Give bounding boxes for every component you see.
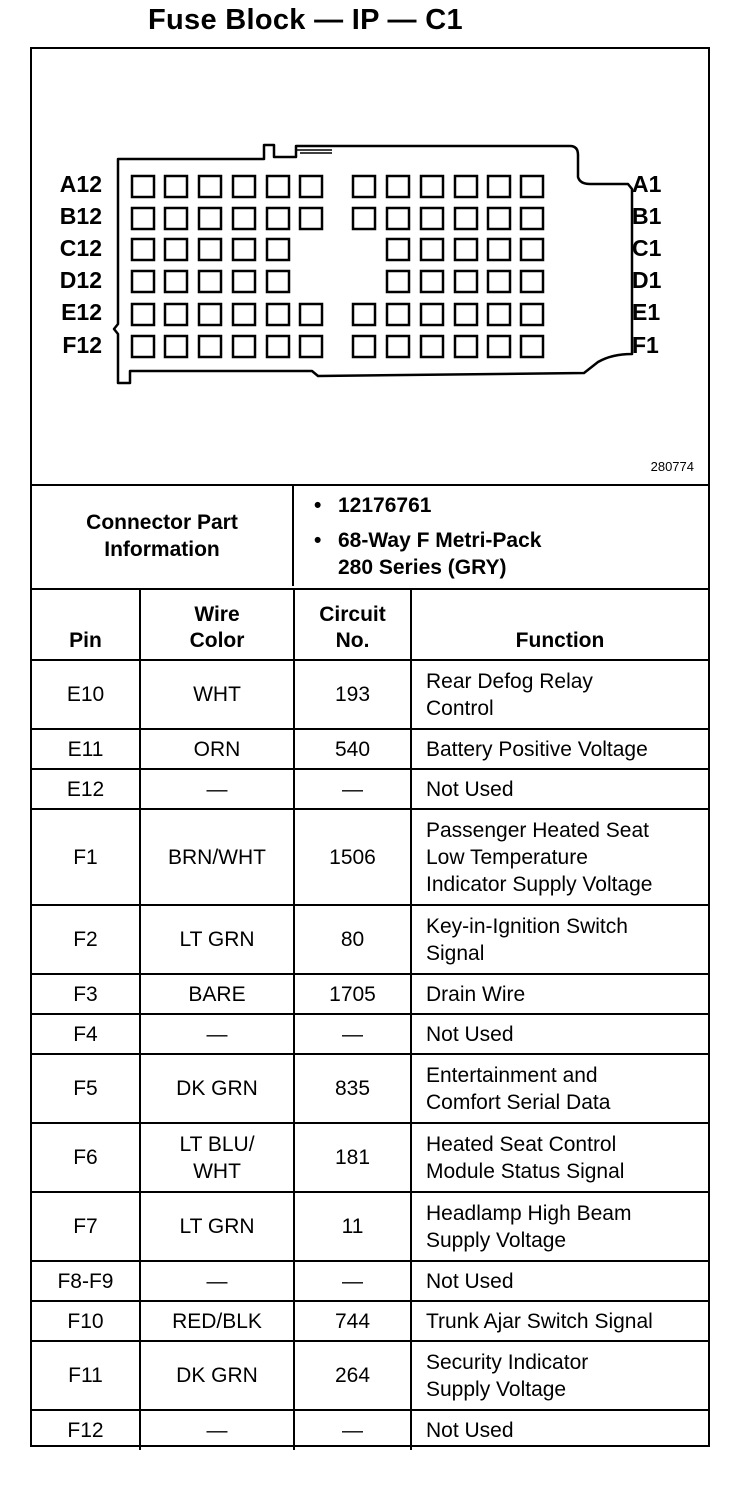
table-row	[32, 1014, 708, 1054]
pin-cavity	[455, 176, 477, 197]
pin-cavity	[267, 336, 289, 357]
wire-color-cell: WHT	[140, 660, 294, 729]
pin-cavity	[199, 176, 221, 197]
connector-description-item-continued	[338, 554, 506, 581]
pin-cavity	[132, 239, 154, 260]
pin-cavity	[353, 176, 375, 197]
pin-cavity	[132, 304, 154, 325]
circuit-number-cell: —	[294, 1014, 411, 1054]
connector-info-label-line2: Information	[104, 538, 220, 561]
pin-cavity	[300, 176, 322, 197]
pin-cell: F10	[32, 1301, 140, 1341]
row-label-right: F1	[632, 332, 659, 358]
function-cell: Headlamp High Beam Supply Voltage	[411, 1192, 708, 1261]
connector-description-item	[314, 527, 542, 554]
function-cell: Battery Positive Voltage	[411, 729, 708, 769]
wire-color-cell: LT BLU/ WHT	[140, 1123, 294, 1192]
circuit-number-cell: —	[294, 1410, 411, 1450]
function-cell: Key-in-Ignition Switch Signal	[411, 905, 708, 974]
connector-description-line2: 280 Series (GRY)	[338, 556, 507, 579]
table-row	[32, 1261, 708, 1301]
pin-cell: F5	[32, 1054, 140, 1123]
circuit-number-cell: 744	[294, 1301, 411, 1341]
wire-color-cell: LT GRN	[140, 905, 294, 974]
pin-cavity	[267, 208, 289, 229]
pin-cavity	[300, 336, 322, 357]
circuit-number-cell: —	[294, 1261, 411, 1301]
pin-cavity	[387, 271, 409, 292]
pin-cavity	[199, 271, 221, 292]
pin-cavity	[267, 271, 289, 292]
pin-cavity	[488, 304, 510, 325]
pin-cell: F1	[32, 809, 140, 905]
row-label-right: E1	[632, 299, 661, 325]
circuit-number-cell: 1506	[294, 809, 411, 905]
pin-cavity	[421, 271, 443, 292]
pin-cavity	[132, 336, 154, 357]
pin-cavity	[199, 208, 221, 229]
pin-cavity	[488, 336, 510, 357]
pin-cavity	[421, 239, 443, 260]
pin-cavity	[165, 208, 187, 229]
function-cell: Security Indicator Supply Voltage	[411, 1341, 708, 1410]
pin-cavity	[267, 239, 289, 260]
pin-cavity	[300, 304, 322, 325]
function-cell: Not Used	[411, 1014, 708, 1054]
pin-cavity	[421, 208, 443, 229]
pin-cavity	[199, 304, 221, 325]
connector-info-label-line1: Connector Part	[86, 511, 238, 534]
wire-color-cell: ORN	[140, 729, 294, 769]
pin-cavity	[387, 176, 409, 197]
pin-cavity	[455, 208, 477, 229]
row-label-right: A1	[632, 171, 662, 197]
circuit-number-cell: 80	[294, 905, 411, 974]
pin-cell: F11	[32, 1341, 140, 1410]
circuit-number-cell: 1705	[294, 974, 411, 1014]
pin-cavity	[165, 304, 187, 325]
row-label-right: B1	[632, 203, 662, 229]
wire-color-cell: —	[140, 1261, 294, 1301]
pin-cavity	[199, 239, 221, 260]
function-cell: Passenger Heated Seat Low Temperature Indicator Supply Voltage	[411, 809, 708, 905]
wire-color-cell: DK GRN	[140, 1054, 294, 1123]
function-cell: Trunk Ajar Switch Signal	[411, 1301, 708, 1341]
row-label-left: F12	[62, 332, 102, 358]
bullet-icon: •	[314, 529, 322, 552]
pin-cell: F8-F9	[32, 1261, 140, 1301]
page-title: Fuse Block — IP — C1	[148, 4, 463, 36]
pin-cell: E11	[32, 729, 140, 769]
connector-part-information	[32, 486, 708, 590]
pin-cavity	[521, 176, 543, 197]
pin-cell: F4	[32, 1014, 140, 1054]
pin-cavity	[300, 208, 322, 229]
pin-cavity	[353, 208, 375, 229]
wire-color-cell: —	[140, 1014, 294, 1054]
row-label-right: D1	[632, 267, 662, 293]
table-row	[32, 660, 708, 729]
pin-cell: F3	[32, 974, 140, 1014]
wire-color-cell: RED/BLK	[140, 1301, 294, 1341]
pin-cavity	[132, 176, 154, 197]
table-row	[32, 769, 708, 809]
function-cell: Not Used	[411, 1261, 708, 1301]
wire-color-cell: LT GRN	[140, 1192, 294, 1261]
wire-color-cell: DK GRN	[140, 1341, 294, 1410]
connector-info-label	[32, 486, 294, 586]
pin-cavity	[132, 208, 154, 229]
pin-cavity	[165, 239, 187, 260]
pin-cavity	[421, 304, 443, 325]
function-cell: Not Used	[411, 769, 708, 809]
pin-cavity	[387, 208, 409, 229]
pin-cavity	[455, 304, 477, 325]
circuit-number-cell: 835	[294, 1054, 411, 1123]
connector-outline-drawing	[32, 49, 708, 484]
pin-cavity	[233, 208, 255, 229]
table-row	[32, 1301, 708, 1341]
pin-cavity	[488, 239, 510, 260]
pin-cavity	[233, 271, 255, 292]
pin-cell: E10	[32, 660, 140, 729]
function-cell: Drain Wire	[411, 974, 708, 1014]
table-row	[32, 974, 708, 1014]
table-row	[32, 1054, 708, 1123]
circuit-number-cell: 540	[294, 729, 411, 769]
pin-cavity	[165, 336, 187, 357]
pin-cavity	[353, 336, 375, 357]
pin-cavity	[132, 271, 154, 292]
circuit-number-cell: 264	[294, 1341, 411, 1410]
pin-cell: F6	[32, 1123, 140, 1192]
wire-color-cell: BRN/WHT	[140, 809, 294, 905]
pin-cell: F12	[32, 1410, 140, 1450]
pin-cavity	[521, 304, 543, 325]
figure-number: 280774	[650, 459, 694, 474]
pin-cavity	[267, 304, 289, 325]
pin-cavity	[165, 176, 187, 197]
pin-cavity	[353, 304, 375, 325]
connector-description-line1: 68-Way F Metri-Pack	[338, 529, 542, 552]
pin-cavity	[387, 239, 409, 260]
circuit-number-cell: 193	[294, 660, 411, 729]
row-label-left: C12	[59, 235, 102, 261]
table-header-row	[32, 590, 708, 660]
pin-cavity	[455, 239, 477, 260]
function-cell: Not Used	[411, 1410, 708, 1450]
pin-cavity	[455, 336, 477, 357]
table-row	[32, 729, 708, 769]
row-label-left: B12	[59, 203, 102, 229]
pin-cavity	[521, 239, 543, 260]
wire-color-cell: BARE	[140, 974, 294, 1014]
pin-cavity	[267, 176, 289, 197]
wire-color-cell: —	[140, 769, 294, 809]
circuit-number-cell: —	[294, 769, 411, 809]
pin-cavity	[521, 208, 543, 229]
table-row	[32, 905, 708, 974]
circuit-number-header: Circuit No.	[294, 590, 411, 660]
table-row	[32, 809, 708, 905]
pin-cavity	[233, 336, 255, 357]
pin-cavity	[521, 336, 543, 357]
pin-cavity	[233, 176, 255, 197]
table-row	[32, 1123, 708, 1192]
function-header: Function	[411, 590, 708, 660]
row-label-left: A12	[59, 171, 102, 197]
pin-cavity	[488, 176, 510, 197]
pin-cavity	[488, 271, 510, 292]
pin-table	[32, 590, 708, 1450]
function-cell: Entertainment and Comfort Serial Data	[411, 1054, 708, 1123]
pin-cell: F2	[32, 905, 140, 974]
pin-cell: E12	[32, 769, 140, 809]
pin-cavity	[421, 176, 443, 197]
function-cell: Rear Defog Relay Control	[411, 660, 708, 729]
connector-info-values	[294, 486, 708, 586]
pin-cell: F7	[32, 1192, 140, 1261]
pin-cavity	[421, 336, 443, 357]
table-row	[32, 1192, 708, 1261]
table-row	[32, 1410, 708, 1450]
document-frame	[30, 47, 710, 1447]
table-row	[32, 1341, 708, 1410]
part-number-item	[314, 492, 432, 519]
row-label-right: C1	[632, 235, 662, 261]
function-cell: Heated Seat Control Module Status Signal	[411, 1123, 708, 1192]
pin-cavity	[233, 304, 255, 325]
pin-cavity	[199, 336, 221, 357]
row-label-left: E12	[61, 299, 102, 325]
circuit-number-cell: 181	[294, 1123, 411, 1192]
pin-cavities	[132, 176, 543, 357]
pin-cavity	[387, 304, 409, 325]
pin-cavity	[233, 239, 255, 260]
pin-cavity	[488, 208, 510, 229]
pin-header: Pin	[32, 590, 140, 660]
connector-diagram	[32, 49, 708, 486]
pin-cavity	[387, 336, 409, 357]
pin-cavity	[521, 271, 543, 292]
bullet-icon: •	[314, 494, 322, 517]
pin-cavity	[165, 271, 187, 292]
wire-color-header: Wire Color	[140, 590, 294, 660]
circuit-number-cell: 11	[294, 1192, 411, 1261]
part-number: 12176761	[338, 494, 432, 517]
wire-color-cell: —	[140, 1410, 294, 1450]
row-label-left: D12	[59, 267, 102, 293]
pin-cavity	[455, 271, 477, 292]
